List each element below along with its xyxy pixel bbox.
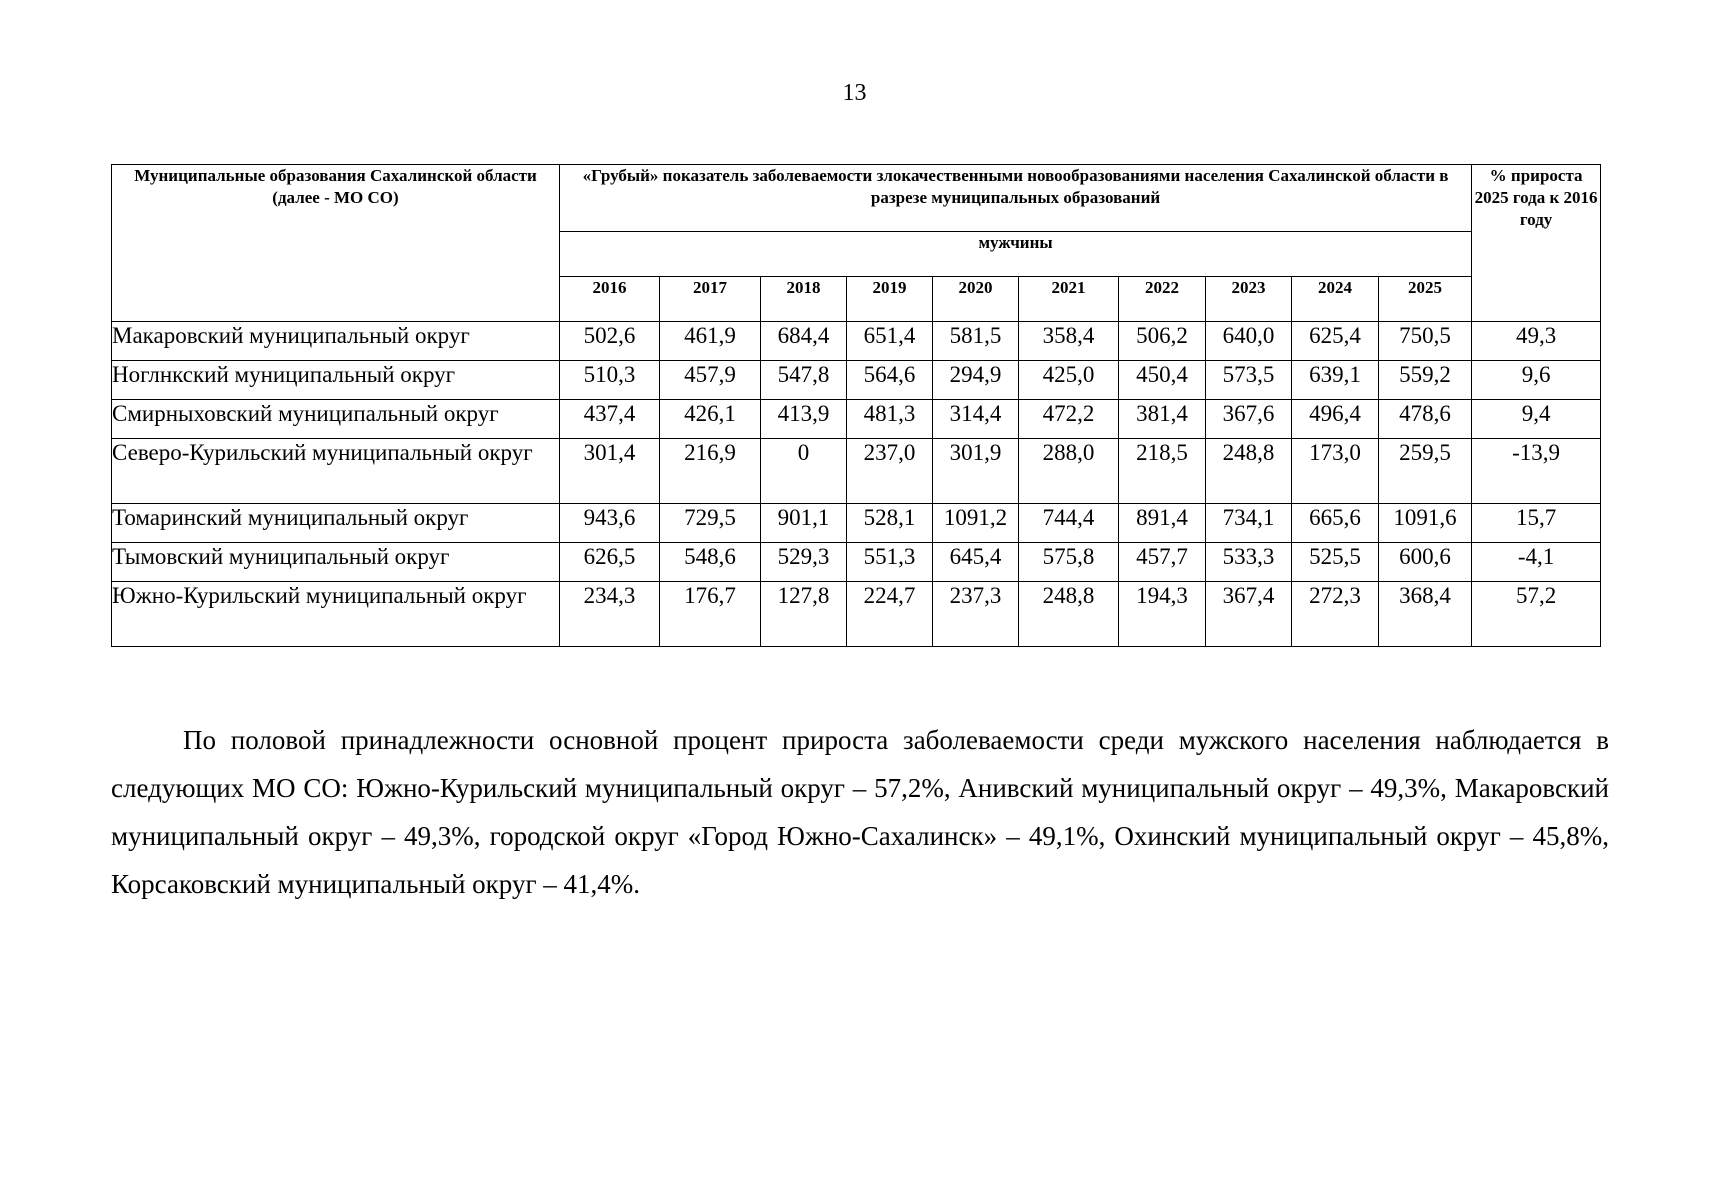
table-row <box>112 582 1601 647</box>
value-cell: 548,6 <box>660 543 761 582</box>
value-cell: 502,6 <box>560 322 660 361</box>
value-cell: 645,4 <box>933 543 1019 582</box>
value-cell: 358,4 <box>1019 322 1119 361</box>
value-cell: 437,4 <box>560 400 660 439</box>
value-cell: 194,3 <box>1119 582 1206 647</box>
growth-cell: 57,2 <box>1472 582 1601 647</box>
year-header: 2022 <box>1119 277 1206 322</box>
value-cell: 510,3 <box>560 361 660 400</box>
table-row <box>112 543 1601 582</box>
value-cell: 0 <box>761 439 847 504</box>
value-cell: 127,8 <box>761 582 847 647</box>
growth-cell: -13,9 <box>1472 439 1601 504</box>
value-cell: 367,4 <box>1206 582 1292 647</box>
value-cell: 529,3 <box>761 543 847 582</box>
municipality-name: Томаринский муниципальный округ <box>112 504 560 543</box>
value-cell: 237,0 <box>847 439 933 504</box>
value-cell: 506,2 <box>1119 322 1206 361</box>
value-cell: 294,9 <box>933 361 1019 400</box>
value-cell: 559,2 <box>1379 361 1472 400</box>
year-header: 2020 <box>933 277 1019 322</box>
value-cell: 626,5 <box>560 543 660 582</box>
value-cell: 496,4 <box>1292 400 1379 439</box>
value-cell: 665,6 <box>1292 504 1379 543</box>
header-growth: % прироста 2025 года к 2016 году <box>1472 165 1601 322</box>
value-cell: 481,3 <box>847 400 933 439</box>
value-cell: 461,9 <box>660 322 761 361</box>
table-row <box>112 504 1601 543</box>
value-cell: 729,5 <box>660 504 761 543</box>
page-number: 13 <box>842 80 867 106</box>
value-cell: 457,9 <box>660 361 761 400</box>
value-cell: 425,0 <box>1019 361 1119 400</box>
incidence-table <box>111 164 1601 647</box>
value-cell: 367,6 <box>1206 400 1292 439</box>
year-header: 2018 <box>761 277 847 322</box>
value-cell: 564,6 <box>847 361 933 400</box>
value-cell: 381,4 <box>1119 400 1206 439</box>
value-cell: 533,3 <box>1206 543 1292 582</box>
growth-cell: 9,4 <box>1472 400 1601 439</box>
value-cell: 472,2 <box>1019 400 1119 439</box>
value-cell: 625,4 <box>1292 322 1379 361</box>
value-cell: 248,8 <box>1206 439 1292 504</box>
year-header: 2019 <box>847 277 933 322</box>
value-cell: 173,0 <box>1292 439 1379 504</box>
value-cell: 478,6 <box>1379 400 1472 439</box>
value-cell: 639,1 <box>1292 361 1379 400</box>
value-cell: 216,9 <box>660 439 761 504</box>
value-cell: 891,4 <box>1119 504 1206 543</box>
header-indicator: «Грубый» показатель заболеваемости злокачественными новообразованиями населения Сахалинской области в разрезе муниципальных образований <box>560 165 1472 232</box>
value-cell: 413,9 <box>761 400 847 439</box>
value-cell: 259,5 <box>1379 439 1472 504</box>
year-header: 2016 <box>560 277 660 322</box>
growth-cell: -4,1 <box>1472 543 1601 582</box>
value-cell: 734,1 <box>1206 504 1292 543</box>
value-cell: 744,4 <box>1019 504 1119 543</box>
value-cell: 943,6 <box>560 504 660 543</box>
year-header: 2017 <box>660 277 761 322</box>
value-cell: 684,4 <box>761 322 847 361</box>
header-municipality: Муниципальные образования Сахалинской области (далее - МО СО) <box>112 165 560 322</box>
value-cell: 176,7 <box>660 582 761 647</box>
table-row <box>112 322 1601 361</box>
value-cell: 368,4 <box>1379 582 1472 647</box>
table-row <box>112 361 1601 400</box>
municipality-name: Смирныховский муниципальный округ <box>112 400 560 439</box>
value-cell: 651,4 <box>847 322 933 361</box>
value-cell: 575,8 <box>1019 543 1119 582</box>
value-cell: 640,0 <box>1206 322 1292 361</box>
value-cell: 1091,2 <box>933 504 1019 543</box>
growth-cell: 49,3 <box>1472 322 1601 361</box>
municipality-name: Макаровский муниципальный округ <box>112 322 560 361</box>
value-cell: 1091,6 <box>1379 504 1472 543</box>
year-header: 2023 <box>1206 277 1292 322</box>
growth-cell: 15,7 <box>1472 504 1601 543</box>
municipality-name: Ноглнкский муниципальный округ <box>112 361 560 400</box>
header-sex: мужчины <box>560 232 1472 277</box>
value-cell: 272,3 <box>1292 582 1379 647</box>
value-cell: 528,1 <box>847 504 933 543</box>
table-row <box>112 400 1601 439</box>
year-header: 2024 <box>1292 277 1379 322</box>
municipality-name: Южно-Курильский муниципальный округ <box>112 582 560 647</box>
value-cell: 288,0 <box>1019 439 1119 504</box>
value-cell: 600,6 <box>1379 543 1472 582</box>
value-cell: 573,5 <box>1206 361 1292 400</box>
year-header: 2025 <box>1379 277 1472 322</box>
value-cell: 218,5 <box>1119 439 1206 504</box>
value-cell: 750,5 <box>1379 322 1472 361</box>
value-cell: 248,8 <box>1019 582 1119 647</box>
value-cell: 901,1 <box>761 504 847 543</box>
table-body <box>112 322 1601 647</box>
value-cell: 224,7 <box>847 582 933 647</box>
value-cell: 547,8 <box>761 361 847 400</box>
value-cell: 581,5 <box>933 322 1019 361</box>
body-paragraph: По половой принадлежности основной процент прироста заболеваемости среди мужского населения наблюдается в следующих МО СО: Южно-Курильский муниципальный округ – 57,2%, Анивский муниципальный округ – 49,3%, Макаровский муниципальный округ – 49,3%, городской округ «Город Южно-Сахалинск» – 49,1%, Охинский муниципальный округ – 45,8%, Корсаковский муниципальный округ – 41,4%. <box>111 725 1609 899</box>
value-cell: 237,3 <box>933 582 1019 647</box>
value-cell: 426,1 <box>660 400 761 439</box>
value-cell: 234,3 <box>560 582 660 647</box>
growth-cell: 9,6 <box>1472 361 1601 400</box>
table-row <box>112 439 1601 504</box>
value-cell: 450,4 <box>1119 361 1206 400</box>
municipality-name: Тымовский муниципальный округ <box>112 543 560 582</box>
year-header: 2021 <box>1019 277 1119 322</box>
value-cell: 314,4 <box>933 400 1019 439</box>
value-cell: 301,9 <box>933 439 1019 504</box>
value-cell: 301,4 <box>560 439 660 504</box>
value-cell: 457,7 <box>1119 543 1206 582</box>
municipality-name: Северо-Курильский муниципальный округ <box>112 439 560 504</box>
value-cell: 551,3 <box>847 543 933 582</box>
value-cell: 525,5 <box>1292 543 1379 582</box>
